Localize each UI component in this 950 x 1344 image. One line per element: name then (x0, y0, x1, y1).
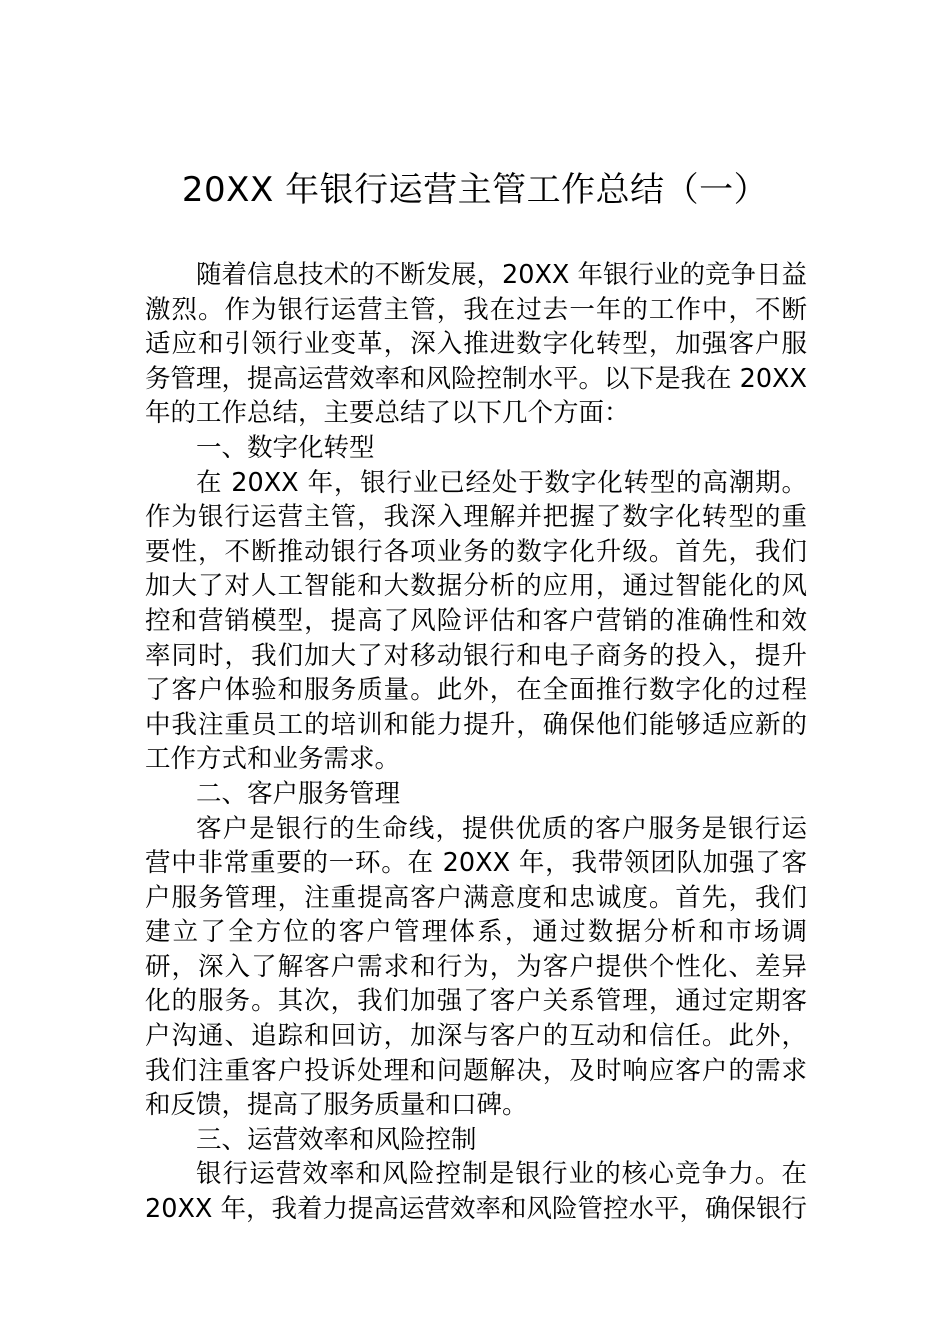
document-body (145, 258, 807, 1227)
intro-paragraph: 随着信息技术的不断发展，20XX 年银行业的竞争日益激烈。作为银行运营主管，我在过去一年的工作中，不断适应和引领行业变革，深入推进数字化转型，加强客户服务管理，提高运营效率和风险控制水平。以下是我在 20XX 年的工作总结，主要总结了以下几个方面： (145, 260, 807, 429)
section-heading-customer-service: 二、客户服务管理 (196, 778, 401, 809)
section-heading-operations-risk: 三、运营效率和风险控制 (196, 1124, 477, 1155)
section-heading-digital-transformation: 一、数字化转型 (196, 432, 375, 463)
section-paragraph-operations-risk: 银行运营效率和风险控制是银行业的核心竞争力。在 20XX 年，我着力提高运营效率和风险管控水平，确保银行 (145, 1159, 807, 1225)
section-paragraph-digital-transformation: 在 20XX 年，银行业已经处于数字化转型的高潮期。作为银行运营主管，我深入理解并把握了数字化转型的重要性，不断推动银行各项业务的数字化升级。首先，我们加大了对人工智能和大数据分析的应用，通过智能化的风控和营销模型，提高了风险评估和客户营销的准确性和效率同时，我们加大了对移动银行和电子商务的投入，提升了客户体验和服务质量。此外，在全面推行数字化的过程中我注重员工的培训和能力提升，确保他们能够适应新的工作方式和业务需求。 (145, 467, 807, 775)
document-title: 20XX 年银行运营主管工作总结（一） (181, 170, 769, 210)
section-paragraph-customer-service: 客户是银行的生命线，提供优质的客户服务是银行运营中非常重要的一环。在 20XX 年，我带领团队加强了客户服务管理，注重提高客户满意度和忠诚度。首先，我们建立了全方位的客户管理体系，通过数据分析和市场调研，深入了解客户需求和行为，为客户提供个性化、差异化的服务。其次，我们加强了客户关系管理，通过定期客户沟通、追踪和回访，加深与客户的互动和信任。此外，我们注重客户投诉处理和问题解决，及时响应客户的需求和反馈，提高了服务质量和口碑。 (145, 813, 807, 1121)
